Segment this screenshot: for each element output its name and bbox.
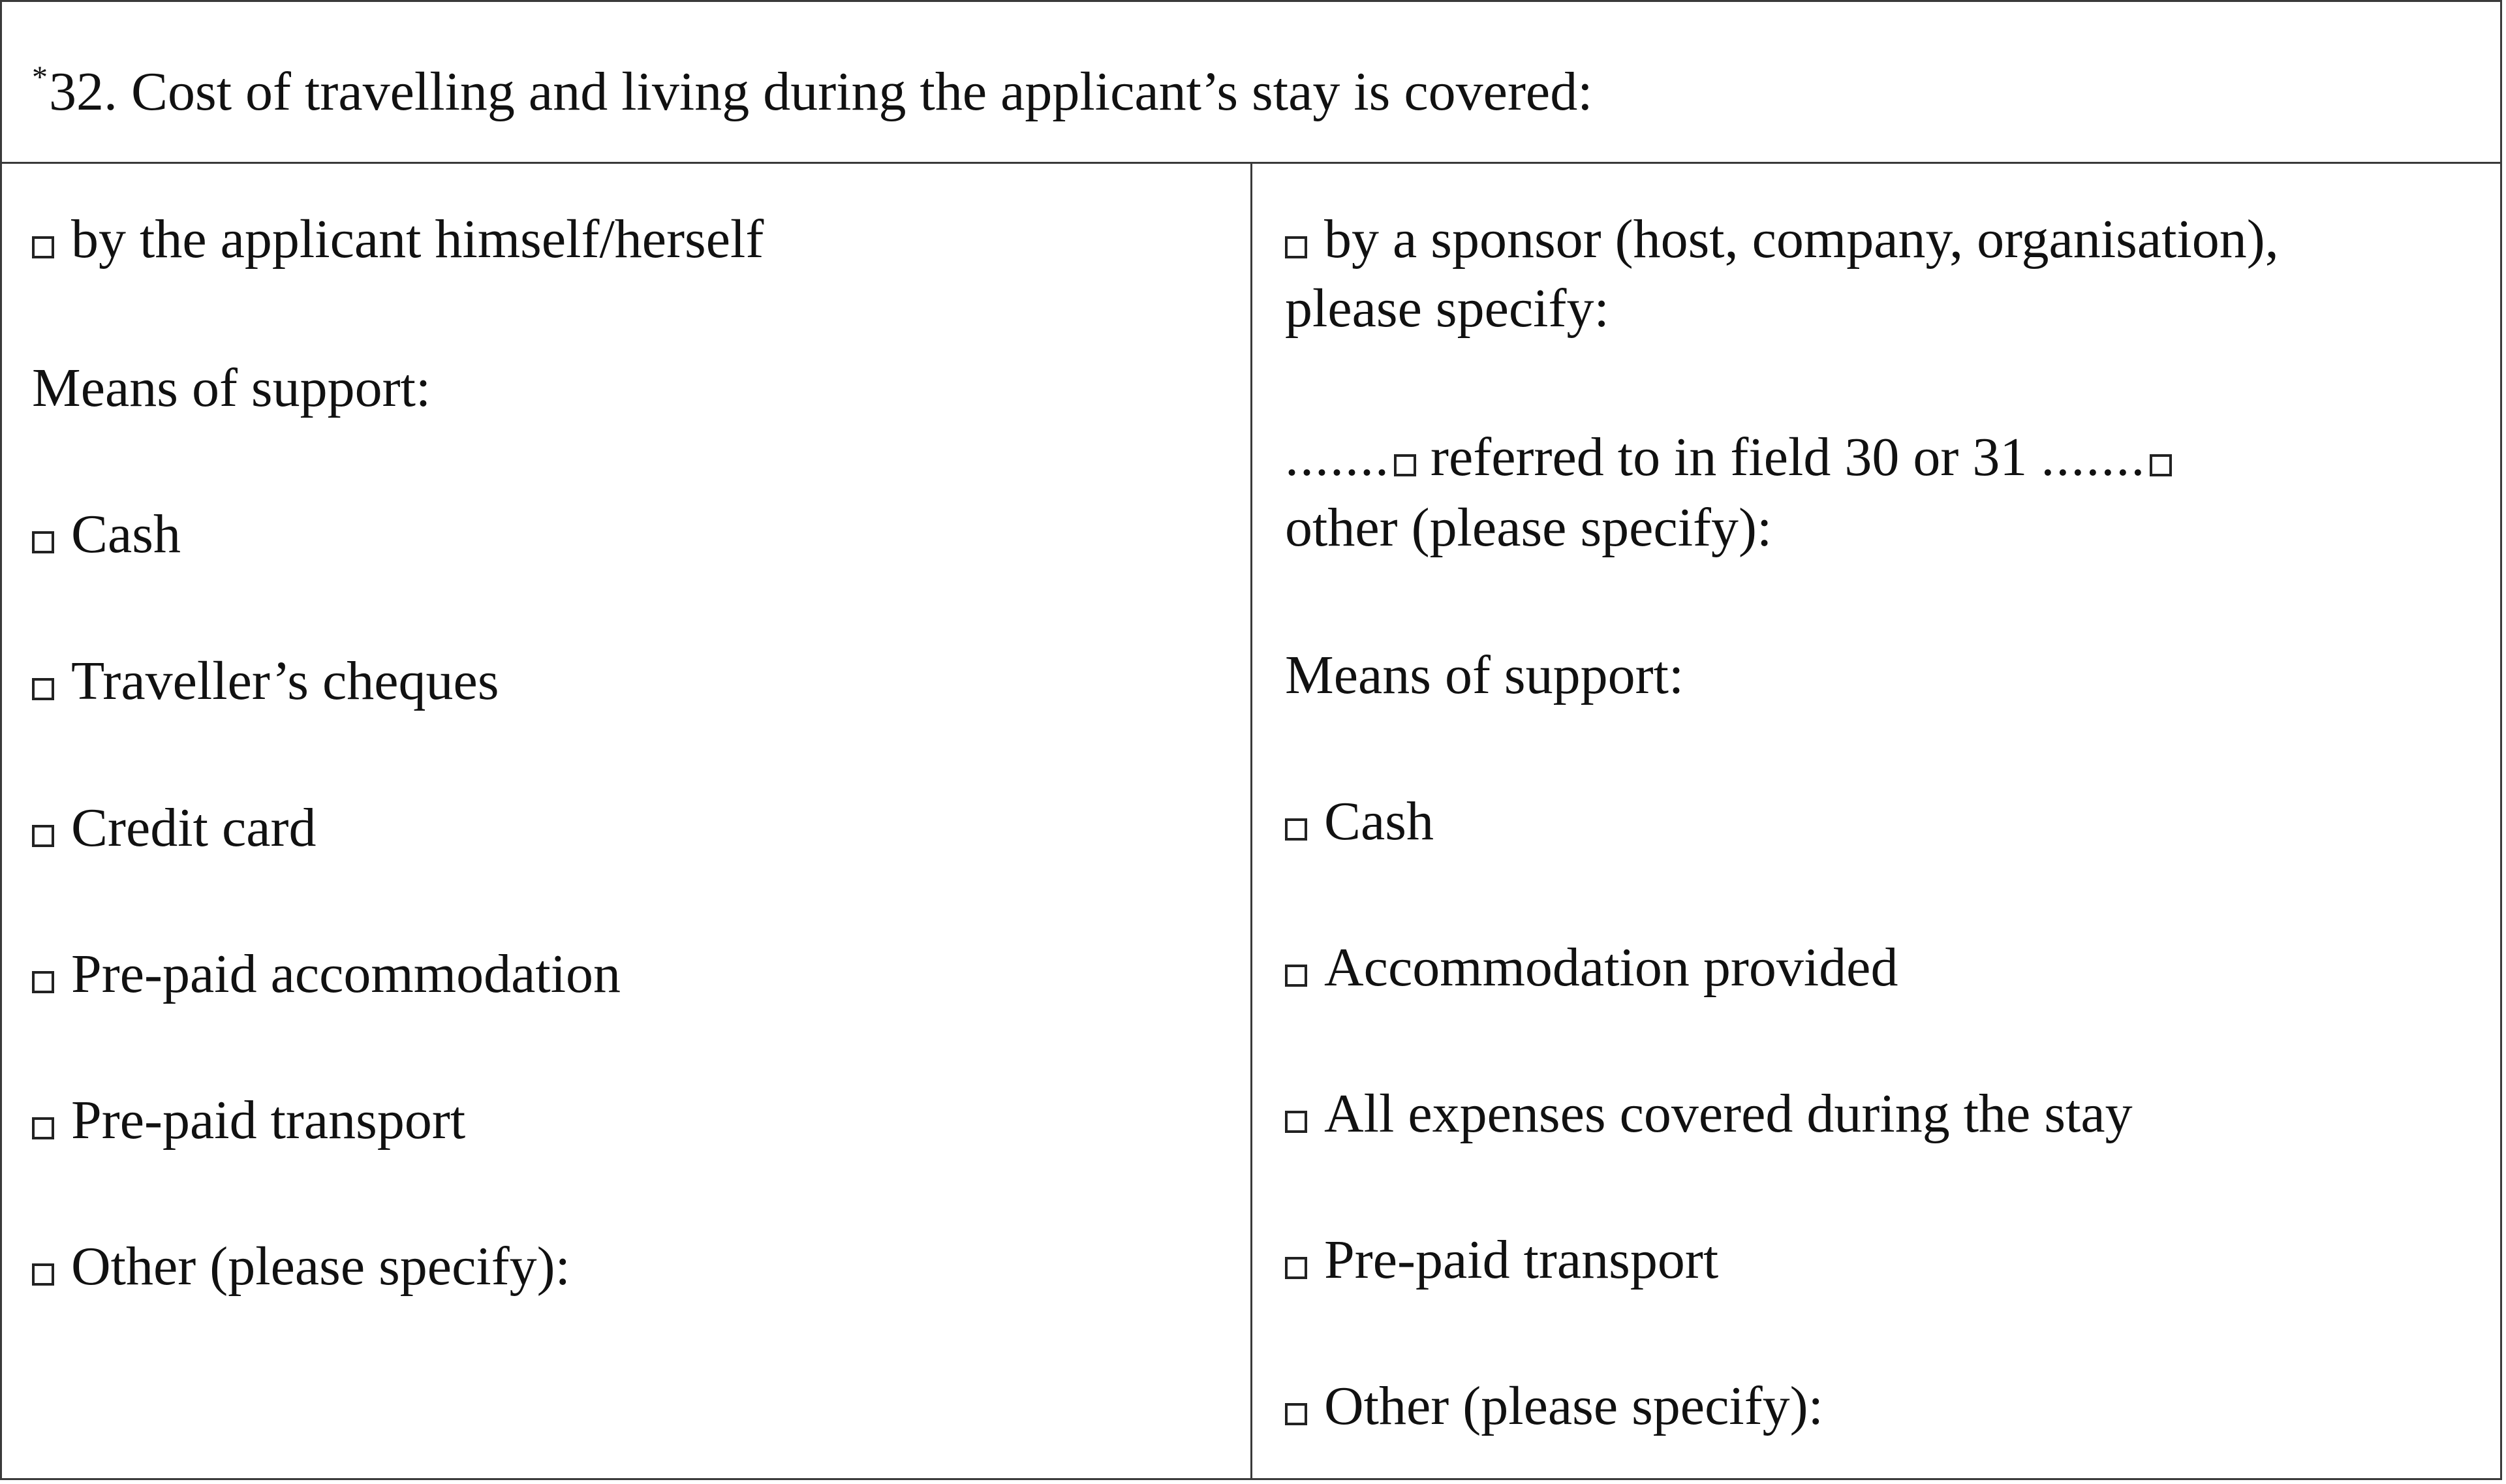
means-label-left: Means of support: <box>32 358 431 418</box>
checkbox-other-right[interactable] <box>1285 1403 1307 1425</box>
means-item-other-left <box>32 1231 570 1302</box>
means-item-label: Cash <box>1324 791 1434 852</box>
question-header <box>2 2 2500 164</box>
checkbox-credit-card[interactable] <box>32 825 54 847</box>
dotted-leader: ....... <box>1285 427 1390 487</box>
means-item-prepaid-accommodation <box>32 939 621 1010</box>
means-item-cash-right <box>1285 786 1434 857</box>
checkbox-accommodation-provided[interactable] <box>1285 965 1307 987</box>
means-item-label: Accommodation provided <box>1324 937 1898 998</box>
means-item-label: Other (please specify): <box>71 1236 570 1297</box>
means-item-label: Other (please specify): <box>1324 1376 1823 1436</box>
checkbox-travellers-cheques[interactable] <box>32 678 54 700</box>
option-self <box>32 204 764 275</box>
checkbox-sponsor-other[interactable] <box>2150 454 2172 476</box>
option-sponsor <box>1285 204 2279 275</box>
checkbox-self[interactable] <box>32 236 54 258</box>
dotted-leader: ....... <box>2041 427 2146 487</box>
means-item-credit-card <box>32 793 317 863</box>
means-item-prepaid-transport-left <box>32 1085 465 1156</box>
checkbox-cash-right[interactable] <box>1285 818 1307 841</box>
means-item-travellers-cheques <box>32 646 499 717</box>
applicant-column <box>2 164 1252 1478</box>
means-item-label: Cash <box>71 504 181 564</box>
means-item-other-right <box>1285 1371 1823 1442</box>
option-self-label: by the applicant himself/herself <box>71 209 764 270</box>
means-item-cash-left <box>32 499 181 570</box>
means-item-all-expenses <box>1285 1079 2133 1149</box>
means-item-label: Credit card <box>71 797 317 858</box>
checkbox-all-expenses[interactable] <box>1285 1111 1307 1133</box>
checkbox-prepaid-transport-left[interactable] <box>32 1117 54 1139</box>
sponsor-other-label: other (please specify): <box>1285 497 1772 558</box>
means-item-accommodation-provided <box>1285 933 1898 1003</box>
checkbox-prepaid-accommodation[interactable] <box>32 971 54 993</box>
means-label-right: Means of support: <box>1285 645 1684 705</box>
required-asterisk: * <box>32 60 48 95</box>
checkbox-referred-field[interactable] <box>1394 454 1416 476</box>
question-title-text: 32. Cost of travelling and living during the applicant’s stay is covered: <box>49 61 1593 122</box>
referred-label: referred to in field 30 or 31 <box>1431 427 2028 487</box>
means-item-label: Traveller’s cheques <box>71 651 499 711</box>
means-item-prepaid-transport-right <box>1285 1225 1718 1295</box>
sponsor-column <box>1252 164 2500 1478</box>
option-sponsor-label: by a sponsor (host, company, organisation), <box>1324 209 2279 270</box>
checkbox-prepaid-transport-right[interactable] <box>1285 1257 1307 1279</box>
sponsor-referred-line <box>1285 422 2186 493</box>
means-item-label: Pre-paid transport <box>1324 1229 1719 1290</box>
checkbox-cash-left[interactable] <box>32 531 54 553</box>
means-item-label: All expenses covered during the stay <box>1324 1083 2133 1144</box>
means-item-label: Pre-paid accommodation <box>71 944 621 1004</box>
checkbox-sponsor[interactable] <box>1285 236 1307 258</box>
means-item-label: Pre-paid transport <box>71 1090 466 1151</box>
checkbox-other-left[interactable] <box>32 1263 54 1286</box>
option-sponsor-specify: please specify: <box>1285 278 1609 339</box>
question-title <box>32 46 1593 123</box>
